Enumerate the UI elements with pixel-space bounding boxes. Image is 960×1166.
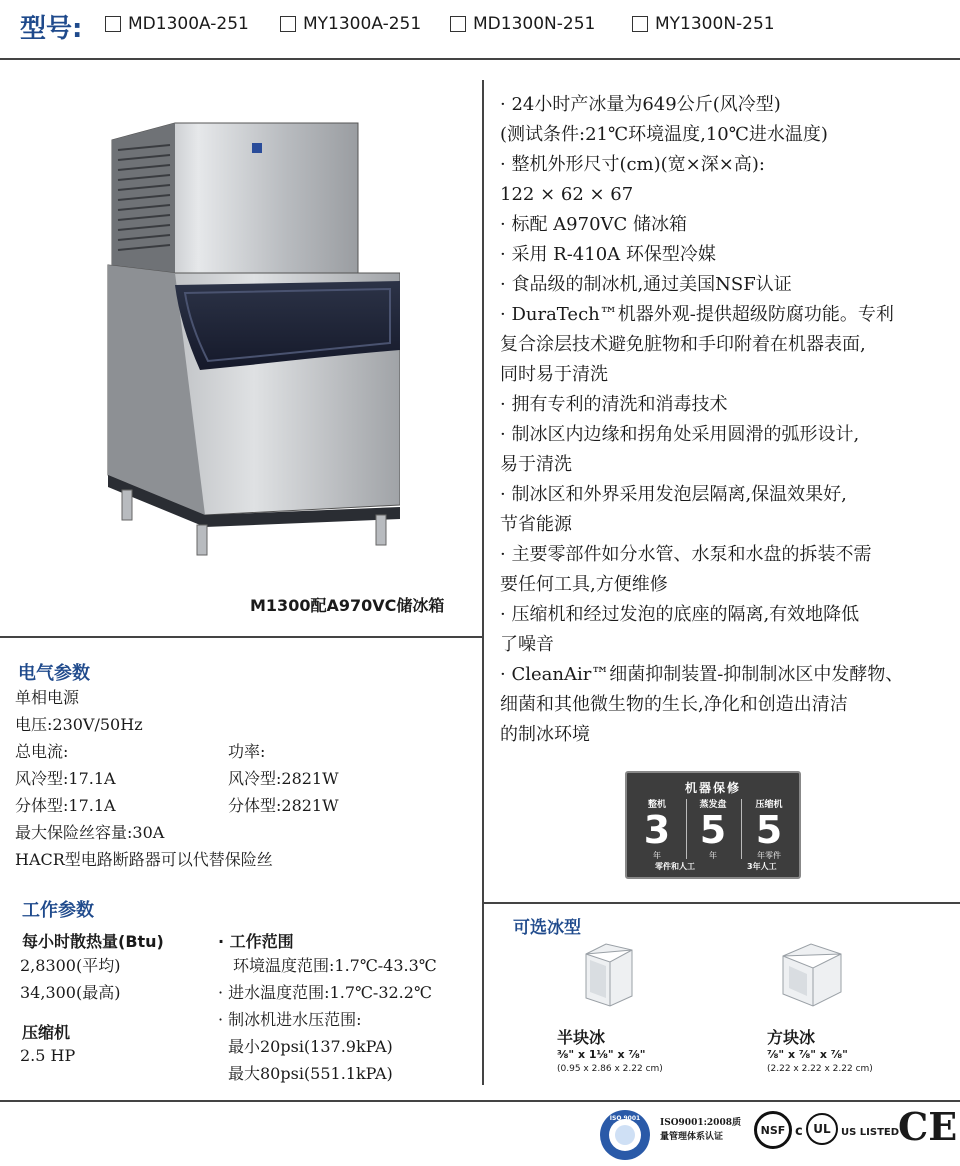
iso-badge-text: ISO 9001 xyxy=(609,1115,641,1122)
feature-item-continued: 复合涂层技术避免脏物和手印附着在机器表面, xyxy=(500,334,866,355)
ice-title: 可选冰型 xyxy=(513,918,581,938)
feature-item: · 食品级的制冰机,通过美国NSF认证 xyxy=(500,274,792,295)
warranty-label: 压缩机 xyxy=(755,800,783,810)
warranty-number: 5 xyxy=(699,808,727,852)
model-label-3: MD1300N-251 xyxy=(473,14,596,34)
half-cube-name: 半块冰 xyxy=(557,1028,606,1047)
feature-item: · DuraTech™机器外观-提供超级防腐功能。专利 xyxy=(500,304,894,325)
warranty-label: 整机 xyxy=(647,800,666,810)
warranty-label: 蒸发盘 xyxy=(699,800,727,810)
feature-item: · 主要零部件如分水管、水泵和水盘的拆装不需 xyxy=(500,544,872,565)
feature-item-continued: 的制冰环境 xyxy=(500,724,590,745)
full-cube-icon xyxy=(777,940,847,1010)
ice-machine-image xyxy=(100,115,400,565)
pressure-max: 最大80psi(551.1kPA) xyxy=(228,1064,393,1083)
feature-item: · 制冰区和外界采用发泡层隔离,保温效果好, xyxy=(500,484,847,505)
current-split: 分体型:17.1A xyxy=(15,796,116,815)
feature-item: · 制冰区内边缘和拐角处采用圆滑的弧形设计, xyxy=(500,424,860,445)
warranty-divider-2 xyxy=(741,799,742,859)
warranty-col-compressor xyxy=(743,797,795,861)
feature-item: · CleanAir™细菌抑制装置-抑制制冰区中发酵物、 xyxy=(500,664,904,685)
feature-item: · 采用 R-410A 环保型冷媒 xyxy=(500,244,716,265)
model-checkbox-4[interactable] xyxy=(632,16,648,32)
heat-max: 34,300(最高) xyxy=(20,983,121,1002)
pressure-label: · 制冰机进水压范围: xyxy=(218,1010,362,1029)
power-split: 分体型:2821W xyxy=(228,796,339,815)
breaker-note: HACR型电路断路器可以代替保险丝 xyxy=(15,850,273,869)
feature-item: · 压缩机和经过发泡的底座的隔离,有效地降低 xyxy=(500,604,860,625)
model-label-2: MY1300A-251 xyxy=(303,14,422,34)
feature-item-continued: 122 × 62 × 67 xyxy=(500,184,634,205)
ul-logo-icon xyxy=(806,1113,838,1145)
product-caption: M1300配A970VC储冰箱 xyxy=(250,596,445,615)
model-title: 型号: xyxy=(20,14,83,44)
full-cube-name: 方块冰 xyxy=(767,1028,816,1047)
feature-item-continued: 节省能源 xyxy=(500,514,572,535)
power-label: 功率: xyxy=(228,742,266,761)
warranty-number: 3 xyxy=(643,808,671,852)
us-listed-text: US LISTED xyxy=(841,1127,900,1138)
warranty-foot-left: 零件和人工 xyxy=(655,862,695,871)
column-divider xyxy=(482,80,484,1085)
half-cube-dim: ⅜" x 1⅛" x ⅞" xyxy=(557,1048,646,1061)
fuse-capacity: 最大保险丝容量:30A xyxy=(15,823,165,842)
iso-badge-icon xyxy=(598,1108,652,1162)
compressor-value: 2.5 HP xyxy=(20,1046,76,1065)
product-divider xyxy=(0,636,482,638)
warranty-col-evaporator xyxy=(687,797,739,861)
nsf-logo-text: NSF xyxy=(760,1123,786,1137)
feature-item-continued: 同时易于清洗 xyxy=(500,364,608,385)
header-divider xyxy=(0,58,960,60)
iso-text xyxy=(660,1116,741,1144)
feature-item-continued: 了噪音 xyxy=(500,634,554,655)
feature-item: · 标配 A970VC 储冰箱 xyxy=(500,214,688,235)
warranty-unit: 年零件 xyxy=(757,851,781,860)
model-label-1: MD1300A-251 xyxy=(128,14,249,34)
full-cube-dim: ⅞" x ⅞" x ⅞" xyxy=(767,1048,848,1061)
model-option-4[interactable] xyxy=(632,14,775,34)
feature-item-continued: (测试条件:21℃环境温度,10℃进水温度) xyxy=(500,124,828,145)
warranty-foot-right: 3年人工 xyxy=(747,862,777,871)
heat-avg: 2,8300(平均) xyxy=(20,956,121,975)
working-title: 工作参数 xyxy=(22,900,94,921)
electrical-title: 电气参数 xyxy=(18,663,90,684)
model-option-3[interactable] xyxy=(450,14,595,34)
power-supply: 单相电源 xyxy=(15,688,80,707)
model-checkbox-3[interactable] xyxy=(450,16,466,32)
current-air: 风冷型:17.1A xyxy=(15,769,116,788)
model-option-1[interactable] xyxy=(105,14,249,34)
feature-list xyxy=(500,90,950,750)
warranty-title: 机器保修 xyxy=(684,781,741,795)
full-cube-cm: (2.22 x 2.22 x 2.22 cm) xyxy=(767,1064,873,1074)
model-checkbox-2[interactable] xyxy=(280,16,296,32)
model-checkbox-1[interactable] xyxy=(105,16,121,32)
model-option-2[interactable] xyxy=(280,14,421,34)
warranty-divider xyxy=(482,902,960,904)
pressure-min: 最小20psi(137.9kPA) xyxy=(228,1037,393,1056)
half-cube-icon xyxy=(578,940,638,1010)
warranty-col-machine xyxy=(631,797,683,861)
feature-item: · 拥有专利的清洗和消毒技术 xyxy=(500,394,728,415)
ambient-range: 环境温度范围:1.7℃-43.3℃ xyxy=(233,956,437,975)
feature-item: · 整机外形尺寸(cm)(宽×深×高): xyxy=(500,154,765,175)
feature-item-continued: 细菌和其他微生物的生长,净化和创造出清洁 xyxy=(500,694,848,715)
model-label-4: MY1300N-251 xyxy=(655,14,775,34)
feature-item-continued: 要任何工具,方便维修 xyxy=(500,574,668,595)
ul-c-text: c xyxy=(795,1124,803,1139)
ce-mark-icon: CE xyxy=(898,1104,958,1149)
feature-item-continued: 易于清洗 xyxy=(500,454,572,475)
warranty-unit: 年 xyxy=(653,851,661,860)
current-label: 总电流: xyxy=(15,742,69,761)
ul-logo-text: UL xyxy=(813,1122,831,1136)
warranty-number: 5 xyxy=(755,808,783,852)
range-label: · 工作范围 xyxy=(218,932,294,951)
half-cube-cm: (0.95 x 2.86 x 2.22 cm) xyxy=(557,1064,663,1074)
voltage: 电压:230V/50Hz xyxy=(15,715,143,734)
feature-item: · 24小时产冰量为649公斤(风冷型) xyxy=(500,94,781,115)
footer-divider xyxy=(0,1100,960,1102)
warranty-plate xyxy=(625,771,801,879)
iso-line-1: ISO9001:2008质 xyxy=(660,1118,741,1128)
heat-label: 每小时散热量(Btu) xyxy=(22,932,164,951)
warranty-unit: 年 xyxy=(709,851,717,860)
nsf-logo-icon xyxy=(754,1111,792,1149)
compressor-label: 压缩机 xyxy=(22,1023,71,1042)
inlet-range: · 进水温度范围:1.7℃-32.2℃ xyxy=(218,983,432,1002)
power-air: 风冷型:2821W xyxy=(228,769,339,788)
iso-line-2: 量管理体系认证 xyxy=(660,1132,724,1142)
